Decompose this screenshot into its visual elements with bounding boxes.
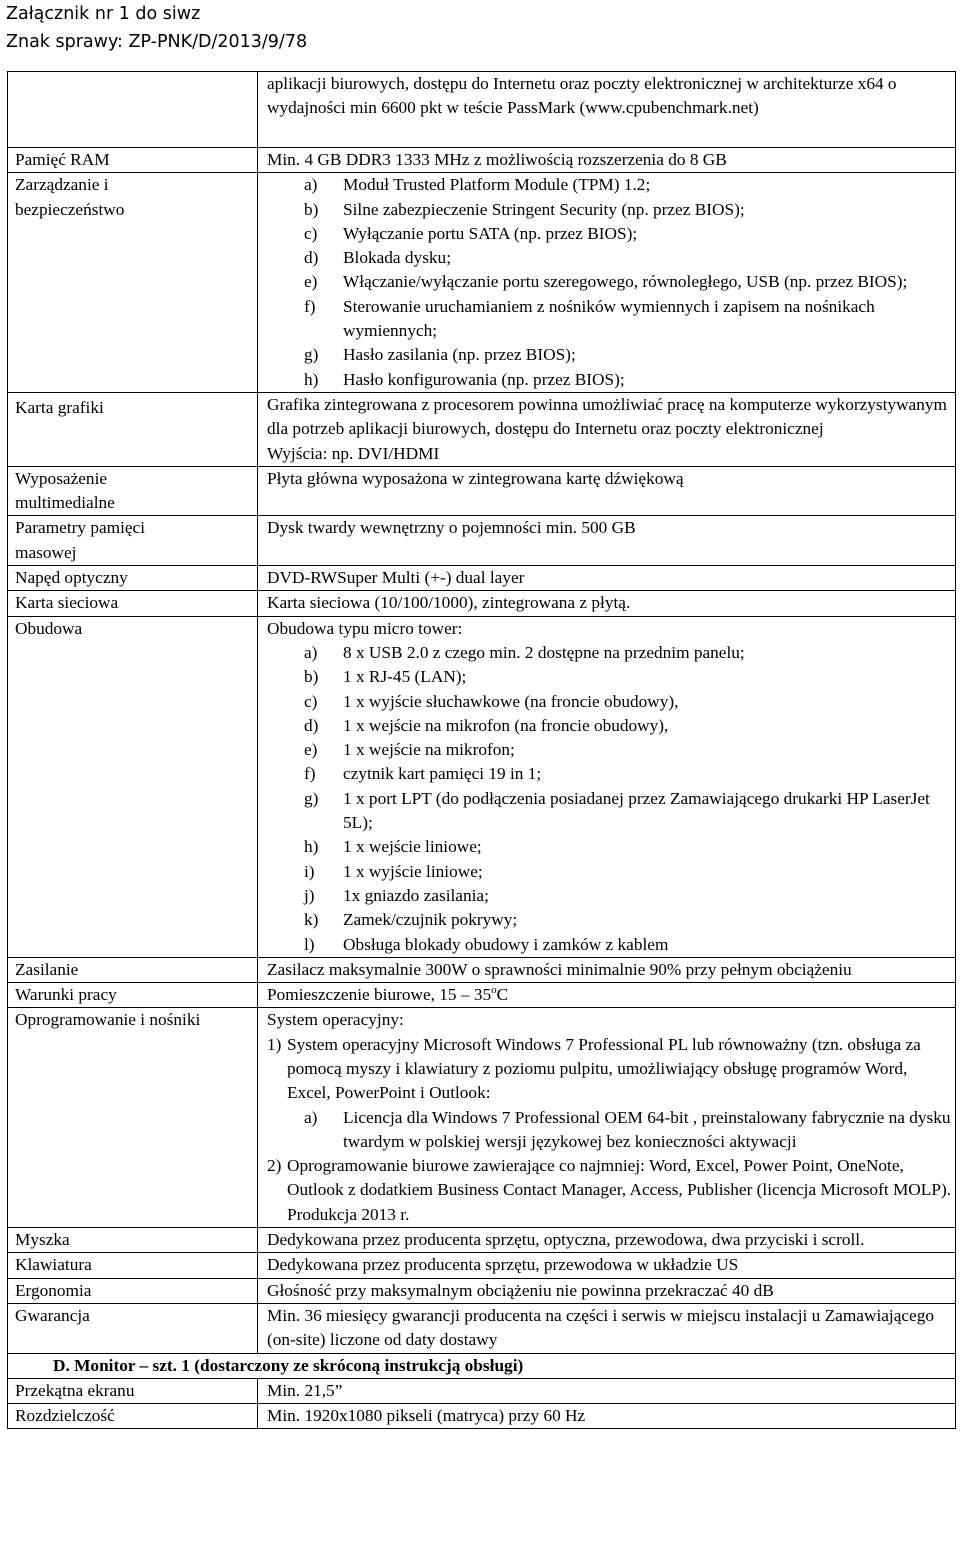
storage-label-text: Parametry pamięci masowej	[15, 518, 146, 562]
monitor-section-heading: D. Monitor – szt. 1 (dostarczony ze skróconą instrukcją obsługi)	[8, 1353, 956, 1378]
table-row-diagonal	[8, 1378, 956, 1403]
case-item	[267, 714, 955, 738]
case-item-text: 1 x wejście na mikrofon (na froncie obudowy),	[343, 715, 669, 735]
case-item-text: Obsługa blokady obudowy i zamków z kablem	[343, 934, 669, 954]
storage-value: Dysk twardy wewnętrzny o pojemności min. 500 GB	[258, 516, 956, 566]
row-label-security	[8, 173, 258, 393]
case-item	[267, 665, 955, 689]
table-row-gpu	[8, 392, 956, 466]
case-port-list	[267, 641, 955, 957]
row-label-case: Obudowa	[8, 616, 258, 957]
row-label-storage	[8, 516, 258, 566]
security-item	[267, 368, 955, 392]
table-row-multimedia	[8, 466, 956, 516]
table-row-monitor-heading	[8, 1353, 956, 1378]
case-item-text: 1 x wejście liniowe;	[343, 837, 482, 857]
table-row-keyboard	[8, 1253, 956, 1278]
row-label-mouse: Myszka	[8, 1228, 258, 1253]
table-row-optical	[8, 566, 956, 591]
row-label-gpu	[8, 392, 258, 466]
degree-sign: o	[491, 984, 497, 997]
row-label-power: Zasilanie	[8, 957, 258, 982]
case-item-marker: c)	[304, 691, 318, 711]
security-item-marker: b)	[304, 199, 319, 219]
security-item-text: Blokada dysku;	[343, 248, 451, 268]
row-label-ergonomics: Ergonomia	[8, 1278, 258, 1303]
security-item-marker: e)	[304, 272, 318, 292]
security-item-marker: h)	[304, 369, 319, 389]
case-item-marker: f)	[304, 764, 316, 784]
security-item-marker: a)	[304, 175, 318, 195]
case-item	[267, 738, 955, 762]
security-item-text: Włączanie/wyłączanie portu szeregowego, równoległego, USB (np. przez BIOS);	[343, 272, 908, 292]
row-label-ram: Pamięć RAM	[8, 148, 258, 173]
row-label-warranty: Gwarancja	[8, 1303, 258, 1353]
table-row-resolution	[8, 1404, 956, 1429]
network-value: Karta sieciowa (10/100/1000), zintegrowana z płytą.	[258, 591, 956, 616]
security-item	[267, 198, 955, 222]
security-item-marker: d)	[304, 248, 319, 268]
os-sub-list	[287, 1106, 955, 1155]
row-label-network: Karta sieciowa	[8, 591, 258, 616]
diagonal-value: Min. 21,5”	[258, 1378, 956, 1403]
row-label-empty	[8, 72, 258, 148]
case-item-marker: h)	[304, 837, 319, 857]
case-item	[267, 860, 955, 884]
table-row-case	[8, 616, 956, 957]
optical-value: DVD-RWSuper Multi (+-) dual layer	[258, 566, 956, 591]
case-item-text: 1 x wyjście liniowe;	[343, 861, 483, 881]
security-item	[267, 295, 955, 344]
software-list	[267, 1033, 955, 1227]
security-label-text: Zarządzanie i bezpieczeństwo	[15, 175, 125, 219]
case-item	[267, 762, 955, 786]
case-item	[267, 884, 955, 908]
row-label-diagonal: Przekątna ekranu	[8, 1378, 258, 1403]
table-row-mouse	[8, 1228, 956, 1253]
software-value-cell	[258, 1008, 956, 1228]
case-item-marker: i)	[304, 861, 315, 881]
table-row-software	[8, 1008, 956, 1228]
conditions-text: Pomieszczenie biurowe, 15 – 35	[267, 985, 492, 1005]
ergonomics-value: Głośność przy maksymalnym obciążeniu nie powinna przekraczać 40 dB	[258, 1278, 956, 1303]
software-intro: System operacyjny:	[267, 1010, 404, 1030]
security-item	[267, 222, 955, 246]
case-item	[267, 641, 955, 665]
keyboard-value: Dedykowana przez producenta sprzętu, przewodowa w układzie US	[258, 1253, 956, 1278]
security-list	[267, 173, 955, 392]
case-item-marker: k)	[304, 910, 319, 930]
warranty-value: Min. 36 miesięcy gwarancji producenta na części i serwis w miejscu instalacji u Zamawiającego (on-site) liczone od daty dostawy	[258, 1303, 956, 1353]
case-item-text: 1 x wyjście słuchawkowe (na froncie obudowy),	[343, 691, 679, 711]
security-item	[267, 246, 955, 270]
case-item-text: 1 x RJ-45 (LAN);	[343, 667, 467, 687]
security-item-marker: g)	[304, 345, 319, 365]
gpu-value: Grafika zintegrowana z procesorem powinna umożliwiać pracę na komputerze wykorzystywanym dla potrzeb aplikacji biurowych, dostępu do Internetu oraz poczty elektronicznej	[267, 394, 947, 439]
case-reference: Znak sprawy: ZP-PNK/D/2013/9/78	[6, 32, 308, 52]
case-intro: Obudowa typu micro tower:	[267, 618, 463, 638]
office-item	[267, 1154, 955, 1227]
case-item	[267, 690, 955, 714]
conditions-unit: C	[496, 985, 509, 1005]
table-row-storage	[8, 516, 956, 566]
row-label-software: Oprogramowanie i nośniki	[8, 1008, 258, 1228]
case-item-marker: d)	[304, 715, 319, 735]
table-row-network	[8, 591, 956, 616]
resolution-value: Min. 1920x1080 pikseli (matryca) przy 60 Hz	[258, 1404, 956, 1429]
os-item-text: System operacyjny Microsoft Windows 7 Professional PL lub równoważny (tzn. obsługa za pomocą myszy i klawiatury z poziomu pulpitu, umożliwiający obsługę programów Word, Excel, PowerPoint i Outlook:	[287, 1034, 921, 1103]
case-item-marker: j)	[304, 885, 315, 905]
multimedia-value: Płyta główna wyposażona w zintegrowana kartę dźwiękową	[258, 466, 956, 516]
case-item-text: 1 x wejście na mikrofon;	[343, 740, 515, 760]
row-label-resolution: Rozdzielczość	[8, 1404, 258, 1429]
office-item-text: Oprogramowanie biurowe zawierające co najmniej: Word, Excel, Power Point, OneNote, Outlook z dodatkiem Business Contact Manager, Access, Publisher (licencja Microsoft MOLP). Produkcja 2013 r.	[287, 1156, 952, 1224]
security-item-marker: c)	[304, 223, 318, 243]
gpu-outputs: Wyjścia: np. DVI/HDMI	[267, 443, 440, 463]
os-license-item	[287, 1106, 955, 1155]
power-value: Zasilacz maksymalnie 300W o sprawności minimalnie 90% przy pełnym obciążeniu	[258, 957, 956, 982]
case-item-marker: a)	[304, 642, 318, 662]
security-item	[267, 343, 955, 367]
table-row-power	[8, 957, 956, 982]
case-item-marker: l)	[304, 934, 315, 954]
security-item	[267, 173, 955, 197]
case-item	[267, 933, 955, 957]
case-item-text: Zamek/czujnik pokrywy;	[343, 910, 518, 930]
row-label-multimedia	[8, 466, 258, 516]
mouse-value: Dedykowana przez producenta sprzętu, optyczna, przewodowa, dwa przyciski i scroll.	[258, 1228, 956, 1253]
case-item-marker: e)	[304, 740, 318, 760]
case-item	[267, 835, 955, 859]
cpu-description: aplikacji biurowych, dostępu do Internetu oraz poczty elektronicznej w architekturze x64 o wydajności min 6600 pkt w teście PassMark (www.cpubenchmark.net)	[258, 72, 956, 148]
security-item-text: Sterowanie uruchamianiem z nośników wymiennych i zapisem na nośnikach wymiennych;	[343, 296, 875, 341]
security-item-text: Hasło konfigurowania (np. przez BIOS);	[343, 369, 625, 389]
table-row-conditions	[8, 983, 956, 1008]
security-item-text: Moduł Trusted Platform Module (TPM) 1.2;	[343, 175, 651, 195]
security-item-marker: f)	[304, 296, 316, 316]
multimedia-label-text: Wyposażenie multimedialne	[15, 468, 115, 513]
table-row-ram	[8, 148, 956, 173]
security-list-cell	[258, 173, 956, 393]
case-item-marker: g)	[304, 788, 319, 808]
spec-table	[7, 71, 956, 1429]
gpu-value-cell	[258, 392, 956, 466]
security-item	[267, 270, 955, 294]
row-label-optical: Napęd optyczny	[8, 566, 258, 591]
security-item-text: Silne zabezpieczenie Stringent Security (np. przez BIOS);	[343, 199, 745, 219]
os-license-marker: a)	[304, 1107, 318, 1127]
row-label-conditions: Warunki pracy	[8, 983, 258, 1008]
os-item-number: 1)	[267, 1034, 282, 1054]
case-item	[267, 787, 955, 836]
os-license-text: Licencja dla Windows 7 Professional OEM 64-bit , preinstalowany fabrycznie na dysku twardym w polskiej wersji językowej bez konieczności aktywacji	[343, 1107, 951, 1151]
gpu-label-text: Karta grafiki	[15, 397, 104, 417]
case-item-marker: b)	[304, 667, 319, 687]
case-value-cell	[258, 616, 956, 957]
case-item	[267, 908, 955, 932]
table-row-cpu-cont	[8, 72, 956, 148]
office-item-number: 2)	[267, 1156, 282, 1176]
attachment-title: Załącznik nr 1 do siwz	[6, 4, 201, 24]
security-item-text: Hasło zasilania (np. przez BIOS);	[343, 345, 576, 365]
row-label-keyboard: Klawiatura	[8, 1253, 258, 1278]
case-item-text: czytnik kart pamięci 19 in 1;	[343, 764, 542, 784]
case-item-text: 1 x port LPT (do podłączenia posiadanej przez Zamawiającego drukarki HP LaserJet 5L);	[343, 788, 930, 833]
table-row-ergonomics	[8, 1278, 956, 1303]
ram-value: Min. 4 GB DDR3 1333 MHz z możliwością rozszerzenia do 8 GB	[258, 148, 956, 173]
case-item-text: 8 x USB 2.0 z czego min. 2 dostępne na przednim panelu;	[343, 642, 745, 662]
case-item-text: 1x gniazdo zasilania;	[343, 885, 489, 905]
conditions-value	[258, 983, 956, 1008]
table-row-warranty	[8, 1303, 956, 1353]
table-row-security	[8, 173, 956, 393]
security-item-text: Wyłączanie portu SATA (np. przez BIOS);	[343, 223, 638, 243]
os-item	[267, 1033, 955, 1154]
